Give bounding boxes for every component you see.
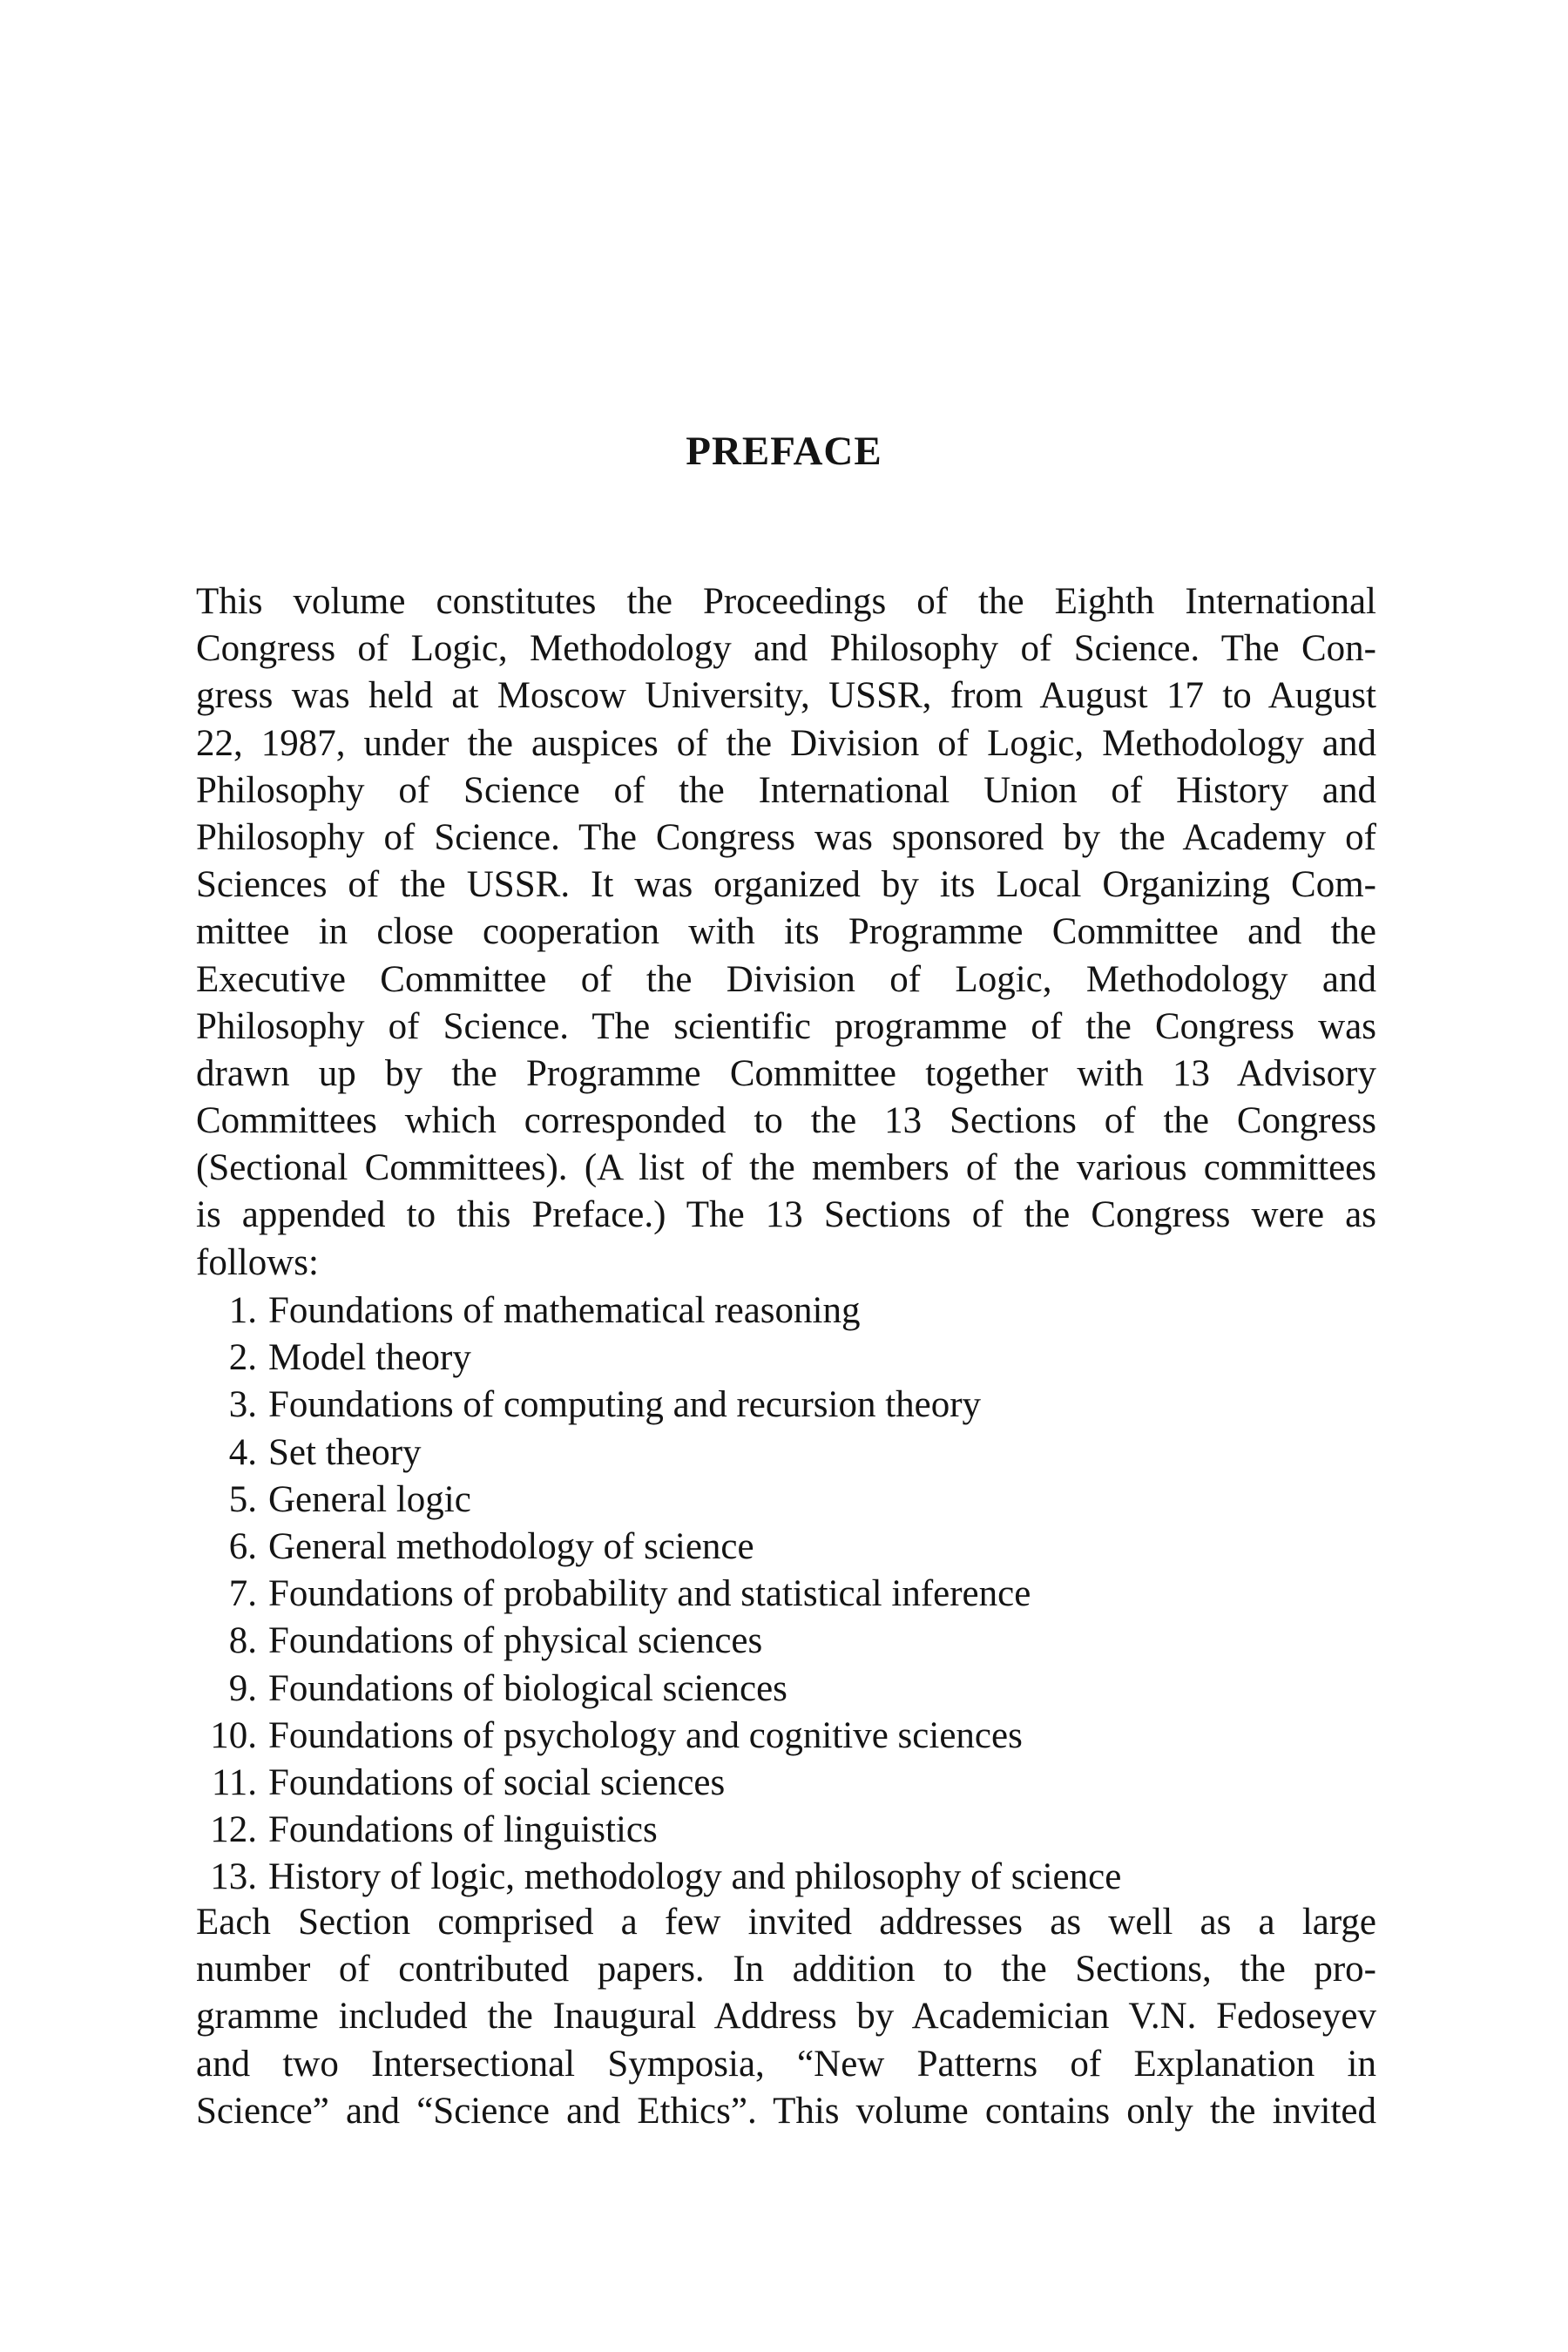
paragraph-line: drawn up by the Programme Committee together with 13 Advisory — [196, 1052, 1376, 1094]
section-number: 12. — [210, 1809, 257, 1851]
section-number: 1. — [228, 1290, 257, 1331]
paragraph-line: Sciences of the USSR. It was organized by its Local Organizing Com- — [196, 864, 1376, 906]
paragraph-line: Philosophy of Science of the International Union of History and — [196, 769, 1376, 811]
section-title: Model theory — [268, 1337, 471, 1379]
section-number: 3. — [228, 1384, 257, 1426]
section-number: 13. — [210, 1856, 257, 1898]
paragraph-line: Committees which corresponded to the 13 Sections of the Congress — [196, 1100, 1376, 1142]
list-item — [196, 1713, 1376, 1760]
section-title: History of logic, methodology and philosophy of science — [268, 1856, 1122, 1898]
paragraph-line: Executive Committee of the Division of Logic, Methodology and — [196, 958, 1376, 1000]
list-item — [196, 1335, 1376, 1382]
section-number: 8. — [228, 1620, 257, 1662]
paragraph-line: gress was held at Moscow University, USSR, from August 17 to August — [196, 675, 1376, 717]
paragraph-line: mittee in close cooperation with its Programme Committee and the — [196, 911, 1376, 953]
list-item — [196, 1288, 1376, 1335]
section-number: 5. — [228, 1478, 257, 1520]
list-item — [196, 1429, 1376, 1477]
section-title: Foundations of linguistics — [268, 1809, 658, 1851]
section-number: 7. — [228, 1573, 257, 1615]
section-title: Foundations of mathematical reasoning — [268, 1290, 861, 1331]
list-item — [196, 1524, 1376, 1571]
paragraph-line: (Sectional Committees). (A list of the members of the various committees — [196, 1147, 1376, 1189]
section-title: Set theory — [268, 1431, 422, 1473]
section-number: 10. — [210, 1714, 257, 1756]
section-number: 2. — [228, 1337, 257, 1379]
section-title: General logic — [268, 1478, 471, 1520]
section-number: 4. — [228, 1431, 257, 1473]
paragraph-line: and two Intersectional Symposia, “New Patterns of Explanation in — [196, 2043, 1376, 2085]
section-title: Foundations of biological sciences — [268, 1667, 787, 1709]
list-item — [196, 1666, 1376, 1713]
section-number: 11. — [211, 1761, 257, 1803]
list-item — [196, 1382, 1376, 1429]
paragraph-line: This volume constitutes the Proceedings of the Eighth International — [196, 581, 1376, 622]
list-item — [196, 1760, 1376, 1807]
list-item — [196, 1854, 1376, 1901]
list-item — [196, 1571, 1376, 1618]
paragraph-line: Congress of Logic, Methodology and Philosophy of Science. The Con- — [196, 628, 1376, 670]
paragraph-line: Science” and “Science and Ethics”. This volume contains only the invited — [196, 2090, 1376, 2132]
section-title: Foundations of probability and statistical inference — [268, 1573, 1031, 1615]
closing-paragraph — [196, 1899, 1376, 2135]
paragraph-line: follows: — [196, 1241, 319, 1283]
section-title: Foundations of physical sciences — [268, 1620, 763, 1662]
section-title: Foundations of social sciences — [268, 1761, 726, 1803]
page-title: PREFACE — [686, 429, 882, 474]
list-item — [196, 1618, 1376, 1665]
section-title: General methodology of science — [268, 1525, 754, 1567]
paragraph-line: Each Section comprised a few invited addresses as well as a large — [196, 1902, 1376, 1943]
section-title: Foundations of psychology and cognitive sciences — [268, 1714, 1023, 1756]
paragraph-line: number of contributed papers. In addition to the Sections, the pro- — [196, 1949, 1376, 1990]
paragraph-line: is appended to this Preface.) The 13 Sections of the Congress were as — [196, 1194, 1376, 1236]
section-title: Foundations of computing and recursion theory — [268, 1384, 982, 1426]
list-item — [196, 1477, 1376, 1524]
list-item — [196, 1807, 1376, 1854]
paragraph-line: gramme included the Inaugural Address by Academician V.N. Fedoseyev — [196, 1996, 1376, 2038]
paragraph-line: Philosophy of Science. The Congress was sponsored by the Academy of — [196, 816, 1376, 858]
sections-list — [196, 1288, 1376, 1901]
intro-paragraph — [196, 578, 1376, 1287]
paragraph-line: 22, 1987, under the auspices of the Division of Logic, Methodology and — [196, 722, 1376, 764]
section-number: 9. — [228, 1667, 257, 1709]
paragraph-line: Philosophy of Science. The scientific programme of the Congress was — [196, 1005, 1376, 1047]
section-number: 6. — [228, 1525, 257, 1567]
